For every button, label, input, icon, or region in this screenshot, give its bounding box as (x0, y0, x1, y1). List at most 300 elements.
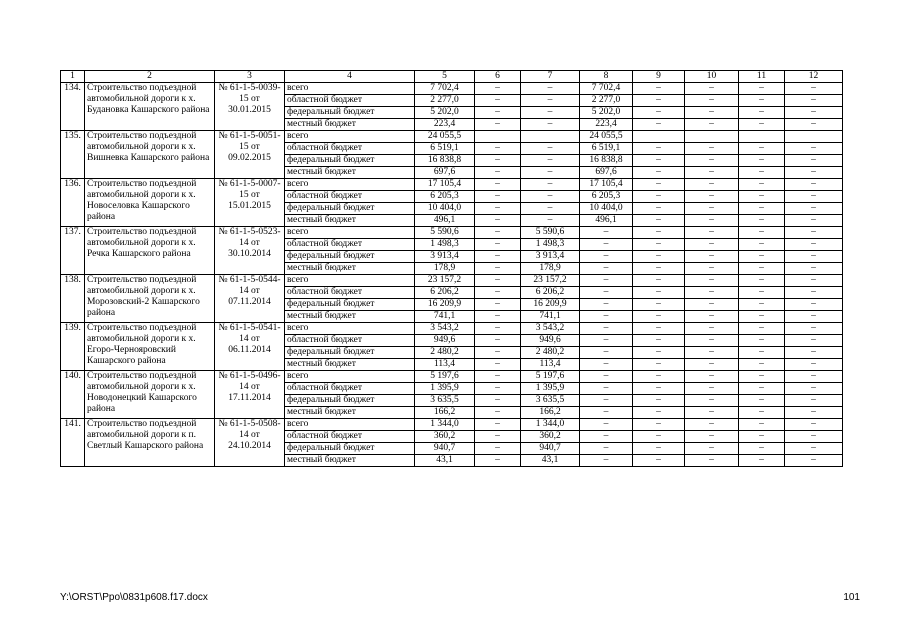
amount-cell: – (785, 263, 843, 275)
amount-cell: – (633, 239, 685, 251)
amount-cell: – (739, 287, 785, 299)
amount-cell: – (521, 95, 580, 107)
amount-cell: – (785, 119, 843, 131)
amount-cell: 949,6 (415, 335, 475, 347)
amount-cell: – (739, 443, 785, 455)
amount-cell: – (685, 287, 739, 299)
amount-cell: – (580, 383, 633, 395)
amount-cell: – (633, 299, 685, 311)
amount-cell: – (685, 167, 739, 179)
funding-source: всего (285, 227, 415, 239)
amount-cell: 1 395,9 (415, 383, 475, 395)
amount-cell: 940,7 (415, 443, 475, 455)
amount-cell: – (685, 119, 739, 131)
amount-cell: – (521, 107, 580, 119)
footer-file-path: Y:\ORST\Ppo\0831p608.f17.docx (60, 592, 208, 603)
amount-cell: 43,1 (521, 455, 580, 467)
amount-cell: 24 055,5 (580, 131, 633, 143)
amount-cell: 1 395,9 (521, 383, 580, 395)
amount-cell: 16 209,9 (521, 299, 580, 311)
table-row (61, 323, 843, 335)
funding-source: местный бюджет (285, 359, 415, 371)
entry-number: 140. (61, 371, 85, 419)
amount-cell: – (739, 311, 785, 323)
amount-cell: – (785, 155, 843, 167)
amount-cell: – (739, 215, 785, 227)
amount-cell: 113,4 (521, 359, 580, 371)
amount-cell: – (685, 143, 739, 155)
amount-cell: – (633, 311, 685, 323)
amount-cell: – (475, 359, 521, 371)
funding-source: федеральный бюджет (285, 347, 415, 359)
amount-cell: 949,6 (521, 335, 580, 347)
amount-cell: – (785, 251, 843, 263)
amount-cell: – (633, 407, 685, 419)
amount-cell: – (739, 95, 785, 107)
column-header: 12 (785, 71, 843, 83)
funding-source: всего (285, 131, 415, 143)
funding-source: областной бюджет (285, 383, 415, 395)
amount-cell: – (685, 395, 739, 407)
amount-cell: – (785, 191, 843, 203)
entry-description: Строительство подъездной автомобильной дороги к х. Вишневка Кашарского района (85, 131, 215, 179)
amount-cell: – (580, 455, 633, 467)
funding-source: местный бюджет (285, 407, 415, 419)
amount-cell: – (633, 203, 685, 215)
amount-cell: – (521, 155, 580, 167)
amount-cell: 1 344,0 (415, 419, 475, 431)
funding-source: федеральный бюджет (285, 395, 415, 407)
amount-cell: – (785, 143, 843, 155)
amount-cell: 360,2 (415, 431, 475, 443)
amount-cell: – (739, 203, 785, 215)
amount-cell: – (521, 203, 580, 215)
funding-source: местный бюджет (285, 263, 415, 275)
amount-cell: – (633, 143, 685, 155)
amount-cell: – (785, 407, 843, 419)
funding-source: всего (285, 371, 415, 383)
amount-cell: – (580, 419, 633, 431)
amount-cell: – (521, 119, 580, 131)
amount-cell: – (633, 191, 685, 203)
table-row (61, 83, 843, 95)
amount-cell: – (785, 215, 843, 227)
amount-cell: 24 055,5 (415, 131, 475, 143)
amount-cell: – (685, 215, 739, 227)
amount-cell: – (580, 323, 633, 335)
amount-cell: 496,1 (580, 215, 633, 227)
amount-cell: – (580, 347, 633, 359)
amount-cell: – (475, 107, 521, 119)
amount-cell: 741,1 (415, 311, 475, 323)
amount-cell: 5 202,0 (415, 107, 475, 119)
amount-cell: – (739, 347, 785, 359)
amount-cell: – (633, 371, 685, 383)
amount-cell: – (685, 407, 739, 419)
amount-cell: – (785, 299, 843, 311)
amount-cell: – (685, 359, 739, 371)
amount-cell: 178,9 (521, 263, 580, 275)
amount-cell: 3 543,2 (521, 323, 580, 335)
column-header: 10 (685, 71, 739, 83)
amount-cell: 113,4 (415, 359, 475, 371)
entry-number: 135. (61, 131, 85, 179)
funding-source: федеральный бюджет (285, 251, 415, 263)
entry-document: № 61-1-5-0523-14 от 30.10.2014 (215, 227, 285, 275)
amount-cell: – (633, 263, 685, 275)
amount-cell: – (580, 263, 633, 275)
amount-cell: – (633, 335, 685, 347)
entry-number: 137. (61, 227, 85, 275)
funding-source: областной бюджет (285, 431, 415, 443)
amount-cell: – (685, 275, 739, 287)
amount-cell: 2 277,0 (415, 95, 475, 107)
amount-cell: – (475, 119, 521, 131)
amount-cell: – (633, 323, 685, 335)
amount-cell: – (785, 455, 843, 467)
amount-cell: – (475, 275, 521, 287)
amount-cell: – (785, 275, 843, 287)
amount-cell: 16 838,8 (415, 155, 475, 167)
amount-cell (475, 131, 521, 143)
amount-cell: – (580, 431, 633, 443)
amount-cell: – (739, 239, 785, 251)
amount-cell: – (475, 215, 521, 227)
amount-cell: – (521, 167, 580, 179)
amount-cell: – (739, 155, 785, 167)
amount-cell: 5 590,6 (415, 227, 475, 239)
amount-cell: 2 277,0 (580, 95, 633, 107)
amount-cell: – (785, 443, 843, 455)
entry-number: 136. (61, 179, 85, 227)
amount-cell: – (739, 323, 785, 335)
funding-source: областной бюджет (285, 335, 415, 347)
amount-cell: – (475, 455, 521, 467)
column-number-row (61, 71, 843, 83)
amount-cell: – (475, 299, 521, 311)
funding-source: местный бюджет (285, 215, 415, 227)
amount-cell: 496,1 (415, 215, 475, 227)
amount-cell: – (633, 83, 685, 95)
amount-cell: – (739, 299, 785, 311)
amount-cell: 741,1 (521, 311, 580, 323)
amount-cell: – (580, 395, 633, 407)
amount-cell: – (739, 263, 785, 275)
amount-cell: 23 157,2 (521, 275, 580, 287)
funding-source: местный бюджет (285, 167, 415, 179)
amount-cell: 16 838,8 (580, 155, 633, 167)
funding-source: федеральный бюджет (285, 107, 415, 119)
amount-cell: – (685, 371, 739, 383)
amount-cell: – (785, 431, 843, 443)
funding-source: всего (285, 83, 415, 95)
amount-cell: – (580, 275, 633, 287)
amount-cell: – (685, 227, 739, 239)
amount-cell: – (475, 287, 521, 299)
amount-cell: 2 480,2 (415, 347, 475, 359)
funding-source: всего (285, 419, 415, 431)
amount-cell: – (785, 179, 843, 191)
amount-cell: – (633, 443, 685, 455)
column-header: 4 (285, 71, 415, 83)
entry-description: Строительство подъездной автомобильной дороги к п. Светлый Кашарского района (85, 419, 215, 467)
amount-cell (739, 131, 785, 143)
amount-cell: – (475, 143, 521, 155)
amount-cell: – (685, 323, 739, 335)
amount-cell: – (580, 287, 633, 299)
amount-cell: – (785, 311, 843, 323)
amount-cell: – (580, 299, 633, 311)
amount-cell: 223,4 (580, 119, 633, 131)
entry-document: № 61-1-5-0007-15 от 15.01.2015 (215, 179, 285, 227)
amount-cell: 6 205,3 (580, 191, 633, 203)
amount-cell: 1 498,3 (521, 239, 580, 251)
amount-cell: – (739, 179, 785, 191)
amount-cell: 940,7 (521, 443, 580, 455)
amount-cell: 10 404,0 (415, 203, 475, 215)
column-header: 8 (580, 71, 633, 83)
funding-source: федеральный бюджет (285, 203, 415, 215)
amount-cell: – (475, 203, 521, 215)
column-header: 2 (85, 71, 215, 83)
amount-cell: – (521, 83, 580, 95)
amount-cell: – (580, 239, 633, 251)
amount-cell: – (475, 263, 521, 275)
amount-cell: – (521, 143, 580, 155)
amount-cell: – (475, 335, 521, 347)
amount-cell: – (475, 347, 521, 359)
amount-cell: – (785, 347, 843, 359)
column-header: 1 (61, 71, 85, 83)
funding-source: областной бюджет (285, 239, 415, 251)
amount-cell: – (685, 383, 739, 395)
amount-cell: – (580, 335, 633, 347)
table-row (61, 371, 843, 383)
amount-cell: – (739, 191, 785, 203)
amount-cell: – (785, 227, 843, 239)
entry-number: 138. (61, 275, 85, 323)
amount-cell: 2 480,2 (521, 347, 580, 359)
amount-cell: – (580, 359, 633, 371)
amount-cell: – (521, 191, 580, 203)
amount-cell: – (785, 167, 843, 179)
amount-cell: – (785, 95, 843, 107)
amount-cell: – (580, 311, 633, 323)
amount-cell: – (685, 251, 739, 263)
amount-cell: – (475, 95, 521, 107)
amount-cell: 3 543,2 (415, 323, 475, 335)
amount-cell: – (633, 119, 685, 131)
amount-cell: – (785, 335, 843, 347)
amount-cell: 178,9 (415, 263, 475, 275)
funding-source: областной бюджет (285, 191, 415, 203)
amount-cell: – (475, 179, 521, 191)
amount-cell: 16 209,9 (415, 299, 475, 311)
amount-cell: 1 498,3 (415, 239, 475, 251)
amount-cell: – (785, 323, 843, 335)
amount-cell: 7 702,4 (415, 83, 475, 95)
amount-cell: – (685, 179, 739, 191)
amount-cell: 3 635,5 (521, 395, 580, 407)
amount-cell: – (685, 95, 739, 107)
amount-cell: – (785, 287, 843, 299)
amount-cell: 43,1 (415, 455, 475, 467)
amount-cell: – (685, 455, 739, 467)
amount-cell: – (521, 179, 580, 191)
amount-cell: – (685, 155, 739, 167)
amount-cell: – (475, 419, 521, 431)
amount-cell: – (633, 347, 685, 359)
entry-number: 139. (61, 323, 85, 371)
amount-cell: – (785, 419, 843, 431)
table-row (61, 179, 843, 191)
amount-cell: 1 344,0 (521, 419, 580, 431)
amount-cell (633, 131, 685, 143)
amount-cell: 6 206,2 (521, 287, 580, 299)
entry-document: № 61-1-5-0051-15 от 09.02.2015 (215, 131, 285, 179)
amount-cell: – (785, 359, 843, 371)
amount-cell: – (475, 167, 521, 179)
page-number: 101 (843, 592, 860, 603)
amount-cell: 23 157,2 (415, 275, 475, 287)
column-header: 9 (633, 71, 685, 83)
amount-cell: – (633, 251, 685, 263)
amount-cell: – (685, 263, 739, 275)
amount-cell: 3 635,5 (415, 395, 475, 407)
finance-table (60, 70, 843, 467)
amount-cell: 5 202,0 (580, 107, 633, 119)
table-row (61, 131, 843, 143)
amount-cell: – (633, 95, 685, 107)
amount-cell: – (685, 431, 739, 443)
funding-source: всего (285, 179, 415, 191)
entry-document: № 61-1-5-0039-15 от 30.01.2015 (215, 83, 285, 131)
amount-cell: 3 913,4 (415, 251, 475, 263)
column-header: 5 (415, 71, 475, 83)
amount-cell: 3 913,4 (521, 251, 580, 263)
amount-cell: – (739, 143, 785, 155)
amount-cell: – (633, 431, 685, 443)
funding-source: областной бюджет (285, 95, 415, 107)
amount-cell: – (633, 227, 685, 239)
entry-description: Строительство подъездной автомобильной дороги к х. Будановка Кашарского района (85, 83, 215, 131)
amount-cell: 223,4 (415, 119, 475, 131)
amount-cell: – (633, 395, 685, 407)
amount-cell: – (475, 323, 521, 335)
entry-description: Строительство подъездной автомобильной дороги к х. Морозовский-2 Кашарского района (85, 275, 215, 323)
amount-cell: 5 197,6 (415, 371, 475, 383)
amount-cell: – (475, 227, 521, 239)
amount-cell: – (785, 239, 843, 251)
amount-cell: – (580, 251, 633, 263)
funding-source: федеральный бюджет (285, 155, 415, 167)
amount-cell: – (580, 227, 633, 239)
entry-document: № 61-1-5-0544-14 от 07.11.2014 (215, 275, 285, 323)
entry-description: Строительство подъездной автомобильной дороги к х. Речка Кашарского района (85, 227, 215, 275)
entry-document: № 61-1-5-0496-14 от 17.11.2014 (215, 371, 285, 419)
amount-cell: – (785, 203, 843, 215)
amount-cell: – (685, 347, 739, 359)
amount-cell: – (475, 443, 521, 455)
entry-document: № 61-1-5-0541-14 от 06.11.2014 (215, 323, 285, 371)
amount-cell: – (739, 167, 785, 179)
amount-cell: – (475, 83, 521, 95)
amount-cell: – (475, 383, 521, 395)
amount-cell: – (739, 227, 785, 239)
amount-cell: – (633, 383, 685, 395)
amount-cell: – (633, 215, 685, 227)
amount-cell: 6 205,3 (415, 191, 475, 203)
amount-cell: 6 519,1 (580, 143, 633, 155)
amount-cell: – (739, 431, 785, 443)
amount-cell: – (633, 107, 685, 119)
amount-cell (785, 131, 843, 143)
amount-cell: – (739, 371, 785, 383)
amount-cell (685, 131, 739, 143)
amount-cell: – (739, 119, 785, 131)
amount-cell: – (785, 395, 843, 407)
amount-cell: – (739, 275, 785, 287)
funding-source: федеральный бюджет (285, 443, 415, 455)
amount-cell: 10 404,0 (580, 203, 633, 215)
amount-cell: 6 519,1 (415, 143, 475, 155)
amount-cell: 5 590,6 (521, 227, 580, 239)
amount-cell: – (685, 239, 739, 251)
amount-cell: – (685, 107, 739, 119)
amount-cell (521, 131, 580, 143)
amount-cell: – (633, 155, 685, 167)
amount-cell: – (633, 275, 685, 287)
amount-cell: – (785, 383, 843, 395)
amount-cell: – (475, 431, 521, 443)
amount-cell: – (785, 107, 843, 119)
funding-source: местный бюджет (285, 311, 415, 323)
amount-cell: – (633, 287, 685, 299)
amount-cell: – (785, 371, 843, 383)
amount-cell: – (580, 407, 633, 419)
amount-cell: – (785, 83, 843, 95)
funding-source: всего (285, 275, 415, 287)
amount-cell: – (521, 215, 580, 227)
amount-cell: – (739, 407, 785, 419)
amount-cell: – (580, 371, 633, 383)
amount-cell: – (739, 83, 785, 95)
entry-number: 141. (61, 419, 85, 467)
amount-cell: 7 702,4 (580, 83, 633, 95)
amount-cell: 5 197,6 (521, 371, 580, 383)
table-row (61, 419, 843, 431)
amount-cell: – (685, 83, 739, 95)
amount-cell: – (739, 383, 785, 395)
column-header: 3 (215, 71, 285, 83)
amount-cell: – (739, 251, 785, 263)
amount-cell: 360,2 (521, 431, 580, 443)
table-body (61, 71, 843, 467)
entry-description: Строительство подъездной автомобильной дороги к х. Новоселовка Кашарского района (85, 179, 215, 227)
amount-cell: – (475, 407, 521, 419)
amount-cell: – (739, 395, 785, 407)
amount-cell: – (475, 155, 521, 167)
funding-source: местный бюджет (285, 455, 415, 467)
column-header: 11 (739, 71, 785, 83)
amount-cell: – (633, 455, 685, 467)
amount-cell: 6 206,2 (415, 287, 475, 299)
amount-cell: – (685, 335, 739, 347)
amount-cell: – (475, 251, 521, 263)
entry-number: 134. (61, 83, 85, 131)
entry-document: № 61-1-5-0508-14 от 24.10.2014 (215, 419, 285, 467)
funding-source: областной бюджет (285, 287, 415, 299)
